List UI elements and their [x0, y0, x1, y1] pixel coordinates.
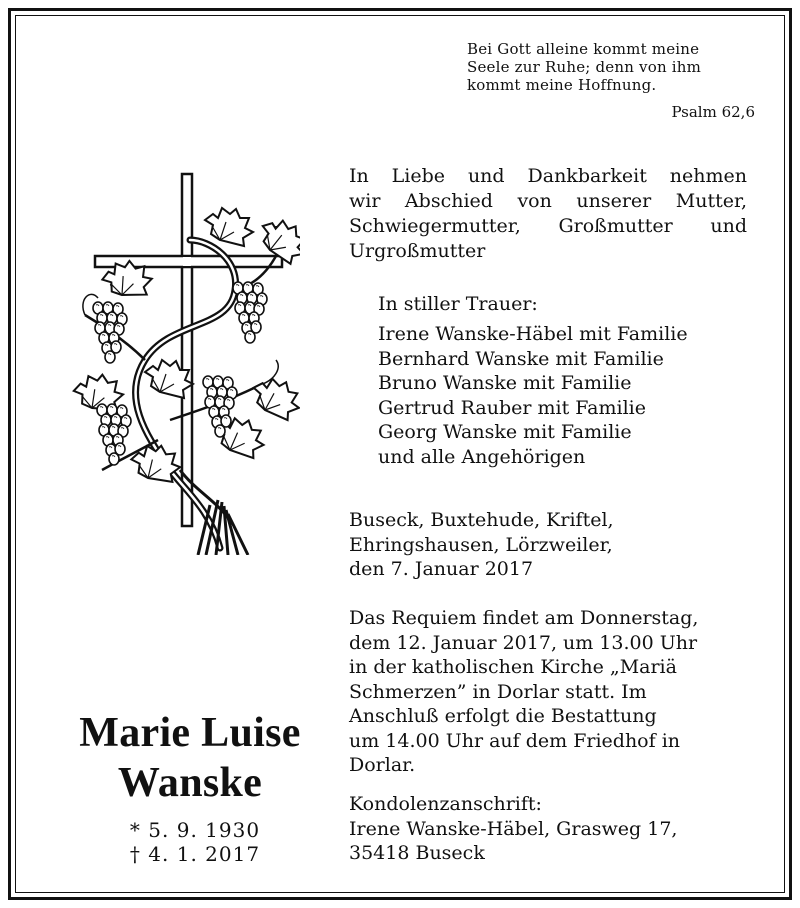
- mourner-name: Georg Wanske mit Familie: [378, 421, 632, 443]
- intro-text: [349, 164, 747, 264]
- condolence-label: Kondolenzanschrift:: [349, 793, 542, 815]
- psalm-line: kommt meine Hoffnung.: [467, 76, 657, 94]
- requiem-line: Das Requiem findet am Donnerstag,: [349, 607, 699, 629]
- mourner-name: Bruno Wanske mit Familie: [378, 372, 632, 394]
- condolence-line: 35418 Buseck: [349, 842, 485, 864]
- mourner-name: Gertrud Rauber mit Familie: [378, 396, 646, 419]
- intro-line: wir Abschied von unserer Mutter,: [349, 190, 747, 212]
- mourning-heading: In stiller Trauer:: [378, 293, 538, 315]
- requiem-line: Schmerzen” in Dorlar statt. Im: [349, 680, 647, 703]
- psalm-line: Seele zur Ruhe; denn von ihm: [467, 58, 702, 76]
- date-line: den 7. Januar 2017: [349, 558, 534, 580]
- deceased-surname: Wanske: [117, 760, 263, 806]
- psalm-line: Bei Gott alleine kommt meine: [467, 40, 700, 58]
- condolence-address: [349, 792, 677, 866]
- psalm-quote: [467, 40, 701, 94]
- mourner-name: Irene Wanske-Häbel mit Familie: [378, 323, 688, 345]
- birth-date: * 5. 9. 1930: [129, 818, 261, 842]
- death-date: † 4. 1. 2017: [129, 842, 261, 866]
- place-line: Buseck, Buxtehude, Kriftel,: [349, 509, 614, 531]
- intro-line: Urgroßmutter: [349, 240, 486, 262]
- requiem-line: um 14.00 Uhr auf dem Friedhof in: [349, 729, 681, 752]
- place-and-date: [349, 508, 614, 582]
- mourner-list: [378, 322, 688, 469]
- psalm-reference: Psalm 62,6: [671, 103, 755, 121]
- requiem-line: Dorlar.: [349, 754, 416, 776]
- mourner-name: und alle Angehörigen: [378, 445, 586, 468]
- mourner-name: Bernhard Wanske mit Familie: [378, 347, 664, 370]
- condolence-line: Irene Wanske-Häbel, Grasweg 17,: [349, 817, 678, 840]
- intro-line: In Liebe und Dankbarkeit nehmen: [349, 165, 747, 187]
- requiem-line: Anschluß erfolgt die Bestattung: [349, 705, 657, 727]
- life-dates: [90, 818, 300, 866]
- requiem-line: dem 12. Januar 2017, um 13.00 Uhr: [349, 631, 698, 654]
- requiem-line: in der katholischen Kirche „Mariä: [349, 656, 677, 678]
- intro-line: Schwiegermutter, Großmutter und: [349, 215, 747, 237]
- place-line: Ehringshausen, Lörzweiler,: [349, 533, 613, 556]
- cross-with-grapevine-icon: [70, 170, 300, 555]
- deceased-name: [40, 708, 340, 808]
- deceased-first-names: Marie Luise: [79, 710, 301, 756]
- requiem-notice: [349, 606, 698, 778]
